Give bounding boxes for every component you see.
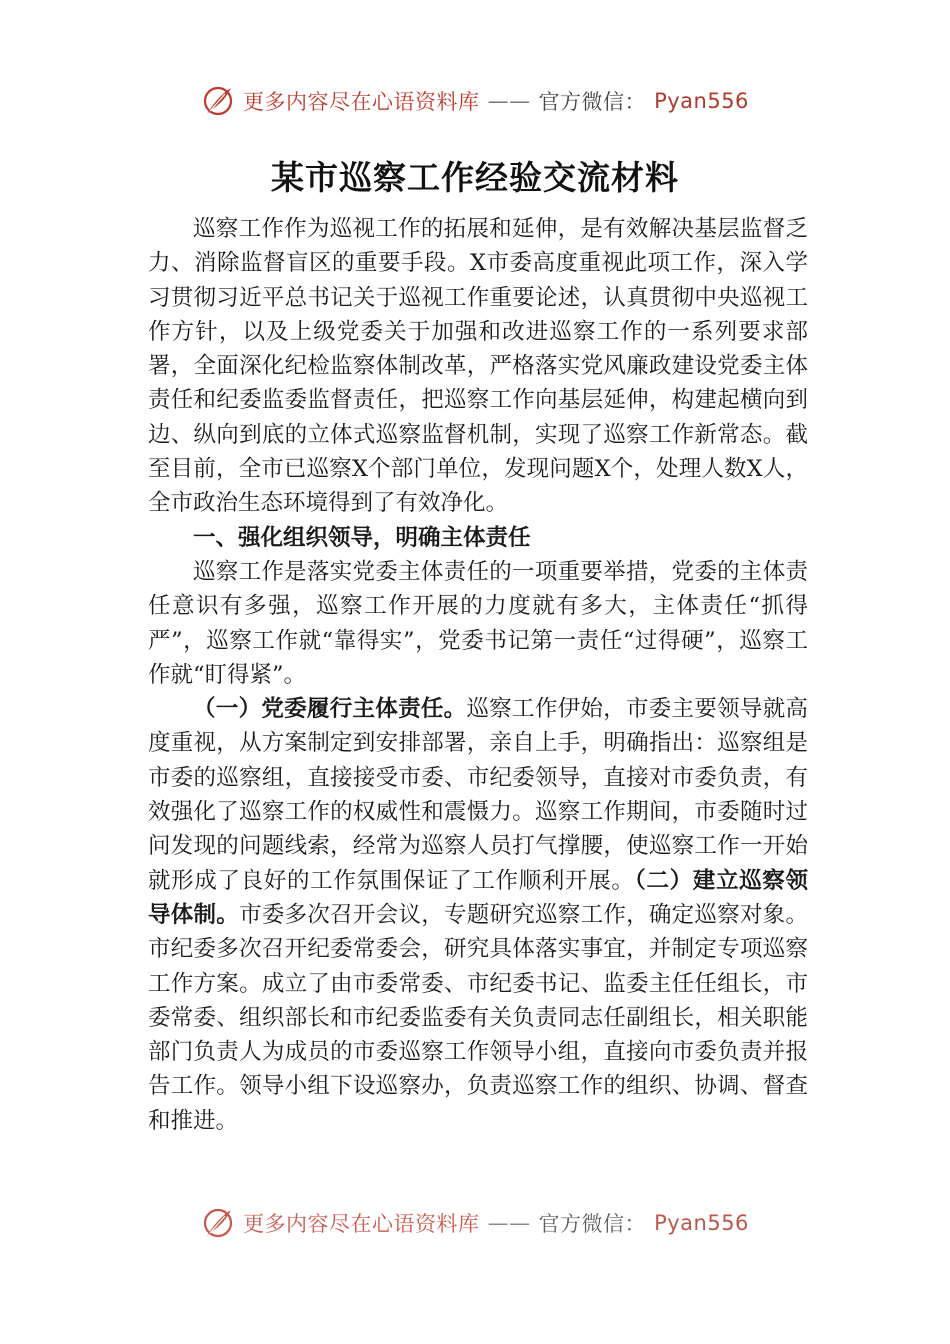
intro-paragraph: 巡察工作作为巡视工作的拓展和延伸，是有效解决基层监督乏力、消除监督盲区的重要手段。X市委高度重视此项工作，深入学习贯彻习近平总书记关于巡视工作重要论述，认真贯彻中央巡视工作方针，以及上级党委关于加强和改进巡察工作的一系列要求部署，全面深化纪检监察体制改革，严格落实党风廉政建设党委主体责任和纪委监委监督责任，把巡察工作向基层延伸，构建起横向到边、纵向到底的立体式巡察监督机制，实现了巡察工作新常态。截至目前，全市已巡察X个部门单位，发现问题X个，处理人数X人，全市政治生态环境得到了有效净化。: [148, 216, 808, 517]
watermark-separator: ——: [487, 89, 531, 113]
feather-pen-logo-icon: [201, 1206, 235, 1240]
watermark-brand: 更多内容尽在心语资料库: [243, 90, 480, 114]
subsection-1-lead: （一）党委履行主体责任。: [193, 696, 467, 723]
watermark-contact-id: Pyan556: [654, 1211, 749, 1235]
subsection-paragraph: [148, 692, 808, 1138]
watermark-footer: [0, 1206, 950, 1240]
watermark-contact-label: 官方微信：: [538, 1212, 647, 1236]
document-body: [148, 212, 808, 1138]
subsection-2-lead: （二）建立巡察领导体制。: [148, 867, 808, 928]
watermark-separator: ——: [487, 1211, 531, 1235]
document-title: 某市巡察工作经验交流材料: [271, 158, 679, 197]
subsection-2-text: 市委多次召开会议，专题研究巡察工作，确定巡察对象。市纪委多次召开纪委常委会，研究具体落实事宜，并制定专项巡察工作方案。成立了由市委常委、市纪委书记、监委主任任组长，市委常委、组织部长和市纪委监委有关负责同志任副组长，相关职能部门负责人为成员的市委巡察工作领导小组，直接向市委负责并报告工作。领导小组下设巡察办，负责巡察工作的组织、协调、督查和推进。: [148, 901, 808, 1134]
section-1-paragraph: 巡察工作是落实党委主体责任的一项重要举措，党委的主体责任意识有多强，巡察工作开展的力度就有多大，主体责任“抓得严”，巡察工作就“靠得实”，党委书记第一责任“过得硬”，巡察工作就“盯得紧”。: [148, 558, 808, 688]
watermark-brand: 更多内容尽在心语资料库: [243, 1212, 480, 1236]
watermark-header: [0, 84, 950, 118]
section-1-heading: 一、强化组织领导，明确主体责任: [193, 524, 531, 551]
watermark-contact-id: Pyan556: [654, 89, 749, 113]
subsection-1-text: 巡察工作伊始，市委主要领导就高度重视，从方案制定到安排部署，亲自上手，明确指出：巡察组是市委的巡察组，直接接受市委、市纪委领导，直接对市委负责，有效强化了巡察工作的权威性和震慑力。巡察工作期间，市委随时过问发现的问题线索，经常为巡察人员打气撑腰，使巡察工作一开始就形成了良好的工作氛围保证了工作顺利开展。: [148, 696, 808, 894]
feather-pen-logo-icon: [201, 84, 235, 118]
watermark-contact-label: 官方微信：: [538, 90, 647, 114]
